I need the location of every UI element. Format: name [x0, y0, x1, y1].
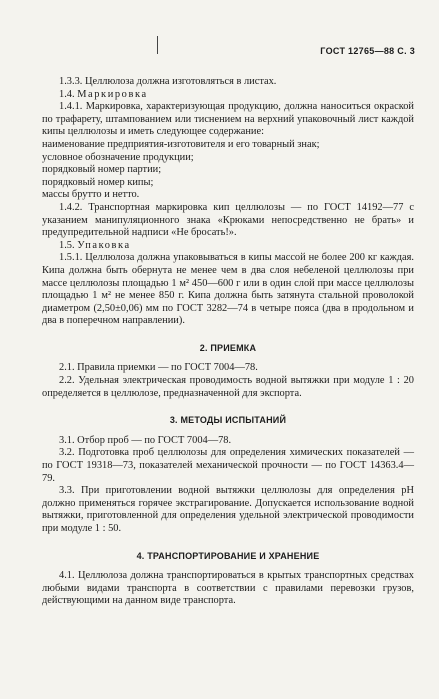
- subsection-1-5-heading: [42, 240, 414, 253]
- page-header: ГОСТ 12765—88 С. 3: [320, 46, 415, 56]
- subsection-title: Маркировка: [77, 88, 148, 100]
- clause-1-5-1: 1.5.1. Целлюлоза должна упаковываться в кипы массой не более 200 кг каждая. Кипа должна быть обернута не менее чем в два слоя небеленой целлюлозы при массе целлюлозы площадью 1 м² 450—600 г или в один слой при массе целлюлозы площадью 1 м² не менее 850 г. Кипа должна быть затянута стальной проволокой диаметром (2,50±0,06) мм по ГОСТ 3282—74 в четыре пояса (два в продольном и два в поперечном направлении).: [42, 252, 414, 327]
- clause-4-1: 4.1. Целлюлоза должна транспортироваться в крытых транспортных средствах любыми видами транспорта в соответствии с правилами перевозки грузов, действующими на данном виде транспорта.: [42, 570, 414, 607]
- clause-3-3: 3.3. При приготовлении водной вытяжки целлюлозы для определения pH должно применяться горячее экстрагирование. Допускается использование водной вытяжки, приготовленной для определения удельной электрической проводимости при модуле 1 : 50.: [42, 485, 414, 534]
- subsection-number: 1.4.: [59, 88, 75, 100]
- list-item: массы брутто и нетто.: [42, 189, 140, 201]
- clause-3-2: 3.2. Подготовка проб целлюлозы для определения химических показателей — по ГОСТ 19318—73, показателей механической прочности — по ГОСТ 14363.4—79.: [42, 447, 414, 484]
- subsection-number: 1.5.: [59, 239, 75, 251]
- list-item: порядковый номер партии;: [42, 164, 162, 176]
- clause-1-4-1: 1.4.1. Маркировка, характеризующая продукцию, должна наноситься окраской по трафарету, штампованием или тиснением на верхний упаковочный лист каждой кипы целлюлозы и иметь следующее содержание:: [42, 101, 414, 138]
- list-item: условное обозначение продукции;: [42, 151, 194, 163]
- subsection-1-4-heading: [42, 89, 414, 102]
- clause-1-4-2: 1.4.2. Транспортная маркировка кип целлюлозы — по ГОСТ 14192—77 с указанием манипуляционного знака «Крюками непосредственно не брать» и предупредительной надписи «Не бросать!».: [42, 201, 414, 239]
- scan-mark: [157, 36, 158, 54]
- clause-2-2: 2.2. Удельная электрическая проводимость водной вытяжки при модуле 1 : 20 определяется в целлюлозе, предназначенной для экспорта.: [42, 375, 414, 399]
- section-heading-2: 2. ПРИЕМКА: [199, 342, 257, 353]
- list-item: наименование предприятия-изготовителя и его товарный знак;: [42, 138, 320, 150]
- clause-2-1: 2.1. Правила приемки — по ГОСТ 7004—78.: [59, 362, 258, 374]
- subsection-title: Упаковка: [77, 239, 131, 251]
- document-body: [42, 76, 414, 608]
- clause-3-1: 3.1. Отбор проб — по ГОСТ 7004—78.: [59, 434, 232, 446]
- clause-1-3-3: 1.3.3. Целлюлоза должна изготовляться в листах.: [59, 76, 277, 87]
- section-heading-4: 4. ТРАНСПОРТИРОВАНИЕ И ХРАНЕНИЕ: [136, 550, 320, 561]
- list-item: порядковый номер кипы;: [42, 176, 154, 188]
- section-heading-3: 3. МЕТОДЫ ИСПЫТАНИЙ: [169, 415, 287, 426]
